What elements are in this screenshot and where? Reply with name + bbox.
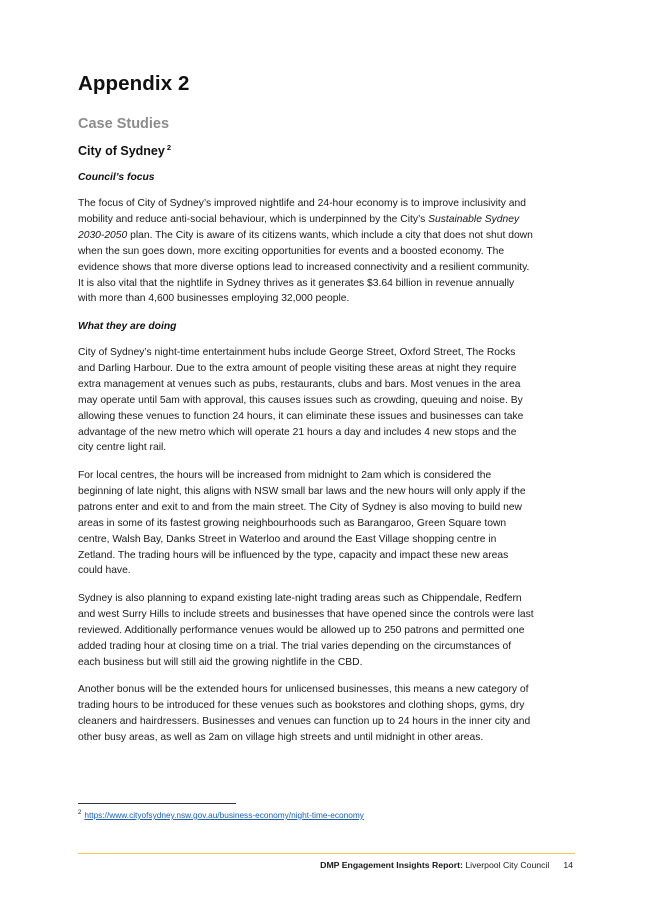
text-line: areas in some of its fastest growing neighbourhoods such as Barangaroo, Green Square town <box>78 517 507 529</box>
footnote-divider <box>78 803 236 804</box>
text-line: could have. <box>78 565 131 577</box>
text-line: and west Surry Hills to include streets and businesses that have opened since the controls were last <box>78 608 534 620</box>
text-line: with more than 4,600 businesses employing 32,000 people. <box>78 293 350 305</box>
text-line: Sydney is also planning to expand existing late-night trading areas such as Chippendale, Redfern <box>78 593 522 604</box>
text-line: cleaners and hairdressers. Businesses and venues can function up to 24 hours in the inner city and <box>78 715 531 727</box>
paragraph-local-centres <box>78 468 575 579</box>
footer-report-title: DMP Engagement Insights Report: <box>320 860 463 870</box>
text-line: trading hours to be introduced for these venues such as bookstores and clothing shops, gyms, dry <box>78 699 525 711</box>
text-line: Another bonus will be the extended hours for unlicensed businesses, this means a new category of <box>78 684 529 695</box>
text-line: mobility and reduce anti-social behaviour, which is underpinned by the City’s Sustainable Sydney <box>78 213 520 225</box>
text-line: beginning of late night, this aligns with NSW small bar laws and the new hours will only apply if the <box>78 485 526 497</box>
footnote-ref[interactable]: 2 <box>166 142 171 152</box>
text-line: may operate until 5am with approval, this causes issues such as crowding, queuing and noise. By <box>78 394 523 406</box>
paragraph-entertainment-hubs <box>78 345 575 456</box>
text-line: It is also vital that the nightlife in Sydney thrives as it generates $3.64 billion in revenue annually <box>78 277 515 289</box>
what-doing-label: What they are doing <box>78 321 177 332</box>
text-line: centre, Walsh Bay, Danks Street in Waterloo and around the East Village shopping centre in <box>78 533 497 545</box>
text-line: patrons enter and exit to and from the main street. The City of Sydney is also moving to build new <box>78 501 522 513</box>
subsection-title: City of Sydney <box>78 144 165 158</box>
text-line: and Darling Harbour. Due to the extra amount of people visiting these areas at night they require <box>78 362 517 374</box>
text-line: 2030-2050 plan. The City is aware of its citizens wants, which include a city that does not shut down <box>78 229 533 241</box>
text-line: Zetland. The trading hours will be influenced by the type, capacity and impact these new areas <box>78 549 509 561</box>
text-line: extra management at venues such as pubs, restaurants, clubs and bars. Most venues in the area <box>78 378 521 390</box>
page-footer <box>320 860 573 870</box>
footer-divider <box>78 853 575 854</box>
councils-focus-paragraph <box>78 196 575 307</box>
text-line: when the sun goes down, more exciting opportunities for events and a boosted economy. The <box>78 245 505 257</box>
paragraph-unlicensed-businesses <box>78 682 575 746</box>
italic-term-cont: 2030-2050 <box>78 229 128 241</box>
text-line: For local centres, the hours will be increased from midnight to 2am which is considered the <box>78 470 492 481</box>
paragraph-late-night-areas <box>78 591 575 671</box>
text-line: other busy areas, as well as 2am on village high streets and until midnight in other areas. <box>78 731 484 743</box>
text-line: reviewed. Additionally performance venues would be allowed up to 250 patrons and permitted one <box>78 624 525 636</box>
footer-council: Liverpool City Council <box>462 860 550 870</box>
text-line: evidence shows that more diverse options lead to increased connectivity and a resilient community. <box>78 261 530 273</box>
footnote <box>78 810 364 820</box>
page-title: Appendix 2 <box>78 72 190 95</box>
text-line: City of Sydney’s night-time entertainment hubs include George Street, Oxford Street, The Rocks <box>78 347 516 358</box>
page-number: 14 <box>563 860 573 870</box>
text-line: city centre light rail. <box>78 442 167 454</box>
text-line: The focus of City of Sydney’s improved nightlife and 24-hour economy is to improve inclusivity and <box>78 198 526 209</box>
footnote-link[interactable]: https://www.cityofsydney.nsw.gov.au/business-economy/night-time-economy <box>84 810 364 820</box>
footnote-number: 2 <box>78 810 82 817</box>
text-line: advantage of the new metro which will operate 21 hours a day and includes 4 new stops and the <box>78 426 517 438</box>
text-line: each business but will still aid the growing nightlife in the CBD. <box>78 656 363 668</box>
section-heading: Case Studies <box>78 116 170 132</box>
text-line: added trading hour at closing time on a trial. The trial varies depending on the circumstances of <box>78 640 512 652</box>
subsection-heading <box>78 144 171 158</box>
text-line: allowing these venues to function 24 hours, it can eliminate these issues and businesses can take <box>78 410 524 422</box>
italic-term: Sustainable Sydney <box>428 213 520 225</box>
councils-focus-label: Council’s focus <box>78 172 155 183</box>
